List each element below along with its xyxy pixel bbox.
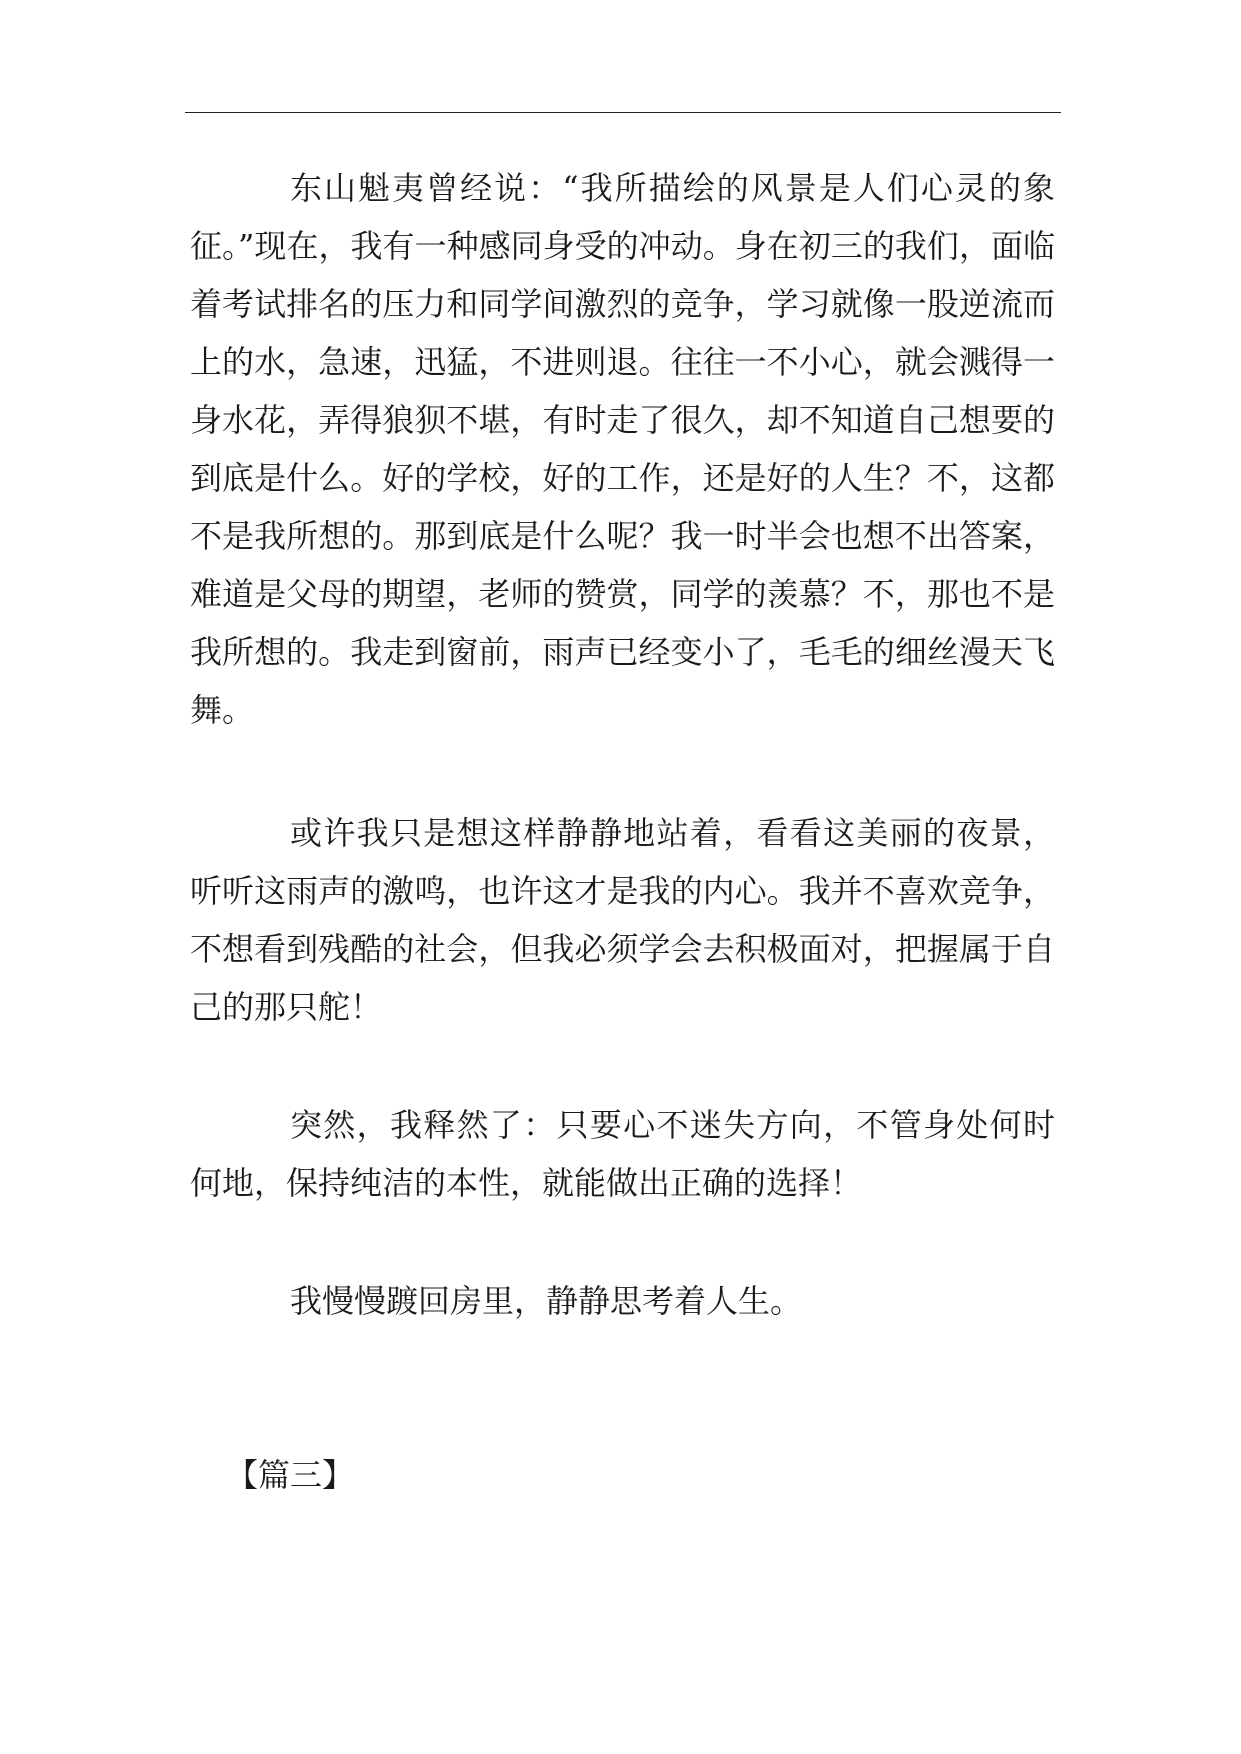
- paragraph-4: 我慢慢踱回房里，静静思考着人生。: [290, 1282, 803, 1320]
- section-heading: 【篇三】: [226, 1456, 355, 1494]
- header-rule: [185, 112, 1061, 113]
- paragraph-2: 或许我只是想这样静静地站着，看看这美丽的夜景，听听这雨声的激鸣，也许这才是我的内心。我并不喜欢竞争，不想看到残酷的社会，但我必须学会去积极面对，把握属于自己的那只舵！: [190, 814, 1055, 1026]
- paragraph-1: 东山魁夷曾经说：“我所描绘的风景是人们心灵的象征。”现在，我有一种感同身受的冲动。身在初三的我们，面临着考试排名的压力和同学间激烈的竞争，学习就像一股逆流而上的水，急速，迅猛，不进则退。往往一不小心，就会溅得一身水花，弄得狼狈不堪，有时走了很久，却不知道自己想要的到底是什么。好的学校，好的工作，还是好的人生？不，这都不是我所想的。那到底是什么呢？我一时半会也想不出答案，难道是父母的期望，老师的赞赏，同学的羡慕？不，那也不是我所想的。我走到窗前，雨声已经变小了，毛毛的细丝漫天飞舞。: [190, 169, 1055, 729]
- paragraph-3: 突然，我释然了：只要心不迷失方向，不管身处何时何地，保持纯洁的本性，就能做出正确的选择！: [190, 1106, 1055, 1202]
